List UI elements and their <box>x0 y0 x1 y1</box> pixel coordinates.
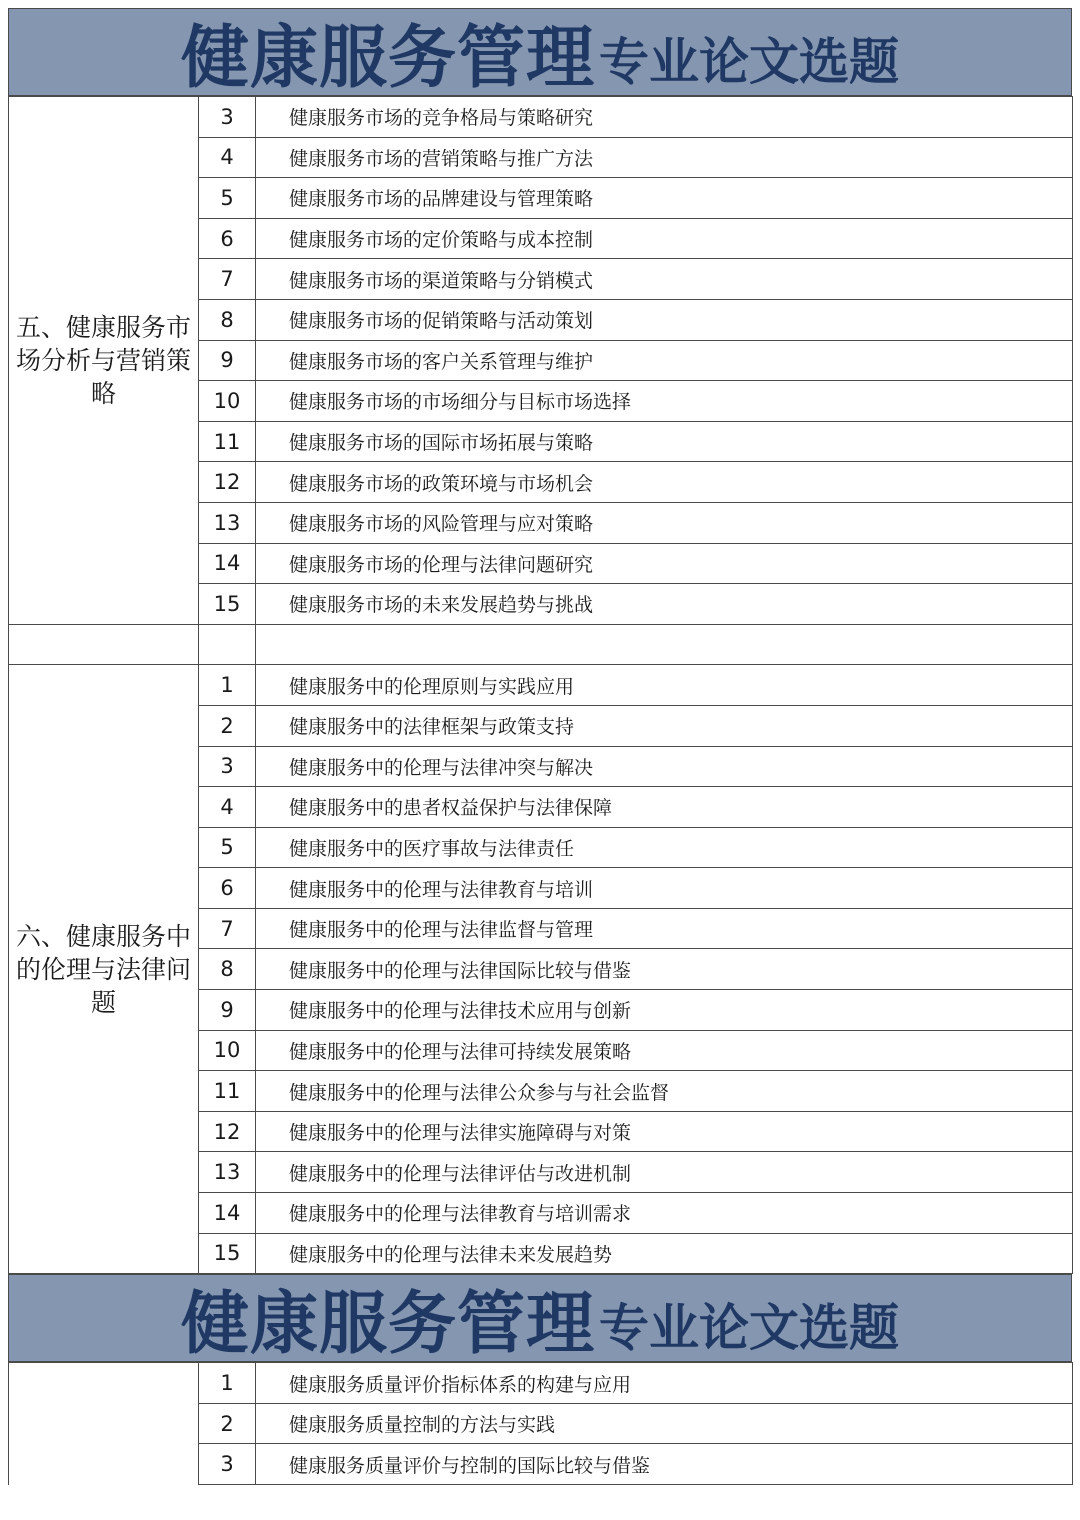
empty-cell <box>199 624 256 665</box>
topic-number: 13 <box>199 502 256 543</box>
topic-number: 7 <box>199 259 256 300</box>
topic-title: 健康服务市场的定价策略与成本控制 <box>256 218 1073 259</box>
topic-number: 13 <box>199 1152 256 1193</box>
banner-title-small: 专业论文选题 <box>599 33 899 91</box>
topic-title: 健康服务中的伦理与法律教育与培训需求 <box>256 1193 1073 1234</box>
topic-number: 10 <box>199 1030 256 1071</box>
topic-title: 健康服务中的伦理与法律教育与培训 <box>256 868 1073 909</box>
topic-number: 11 <box>199 1071 256 1112</box>
topic-number: 3 <box>199 746 256 787</box>
topics-table-1 <box>8 96 1073 1274</box>
topic-title: 健康服务市场的促销策略与活动策划 <box>256 299 1073 340</box>
topic-title: 健康服务质量控制的方法与实践 <box>256 1403 1073 1444</box>
topic-title: 健康服务中的伦理与法律监督与管理 <box>256 908 1073 949</box>
table-row <box>9 97 1073 138</box>
topic-number: 1 <box>199 1363 256 1404</box>
topic-title: 健康服务市场的客户关系管理与维护 <box>256 340 1073 381</box>
topic-title: 健康服务中的伦理与法律可持续发展策略 <box>256 1030 1073 1071</box>
banner-title-big: 健康服务管理 <box>180 1284 595 1364</box>
banner-title-small: 专业论文选题 <box>599 1299 899 1358</box>
topic-title: 健康服务中的伦理原则与实践应用 <box>256 665 1073 706</box>
topic-number: 2 <box>199 1403 256 1444</box>
topic-number: 9 <box>199 990 256 1031</box>
topic-title: 健康服务中的伦理与法律冲突与解决 <box>256 746 1073 787</box>
topic-title: 健康服务市场的市场细分与目标市场选择 <box>256 381 1073 422</box>
topic-title: 健康服务市场的风险管理与应对策略 <box>256 502 1073 543</box>
table-row <box>9 665 1073 706</box>
topic-title: 健康服务市场的未来发展趋势与挑战 <box>256 584 1073 625</box>
topic-number: 3 <box>199 97 256 138</box>
topic-title: 健康服务市场的伦理与法律问题研究 <box>256 543 1073 584</box>
document-page <box>8 8 1072 1485</box>
topic-number: 14 <box>199 543 256 584</box>
topic-title: 健康服务市场的品牌建设与管理策略 <box>256 178 1073 219</box>
title-banner-bottom <box>8 1274 1072 1362</box>
topic-number: 15 <box>199 584 256 625</box>
topic-title: 健康服务中的伦理与法律公众参与与社会监督 <box>256 1071 1073 1112</box>
topic-number: 15 <box>199 1233 256 1274</box>
topic-title: 健康服务中的伦理与法律技术应用与创新 <box>256 990 1073 1031</box>
topic-title: 健康服务中的伦理与法律未来发展趋势 <box>256 1233 1073 1274</box>
topic-number: 4 <box>199 137 256 178</box>
topic-number: 3 <box>199 1444 256 1485</box>
topic-number: 1 <box>199 665 256 706</box>
topic-number: 11 <box>199 421 256 462</box>
topic-number: 8 <box>199 299 256 340</box>
topic-title: 健康服务质量评价指标体系的构建与应用 <box>256 1363 1073 1404</box>
topics-table-2 <box>8 1362 1073 1485</box>
table-row <box>9 1363 1073 1404</box>
empty-cell <box>256 624 1073 665</box>
topic-number: 2 <box>199 705 256 746</box>
topic-title: 健康服务中的伦理与法律国际比较与借鉴 <box>256 949 1073 990</box>
topic-title: 健康服务中的伦理与法律评估与改进机制 <box>256 1152 1073 1193</box>
spacer-row <box>9 624 1073 665</box>
topic-title: 健康服务市场的营销策略与推广方法 <box>256 137 1073 178</box>
empty-cell <box>9 624 199 665</box>
banner-title-big: 健康服务管理 <box>180 18 595 98</box>
topic-number: 8 <box>199 949 256 990</box>
topic-number: 6 <box>199 868 256 909</box>
topic-title: 健康服务中的法律框架与政策支持 <box>256 705 1073 746</box>
topic-title: 健康服务市场的政策环境与市场机会 <box>256 462 1073 503</box>
topic-title: 健康服务质量评价与控制的国际比较与借鉴 <box>256 1444 1073 1485</box>
topic-number: 10 <box>199 381 256 422</box>
topic-number: 6 <box>199 218 256 259</box>
topic-number: 4 <box>199 787 256 828</box>
topic-number: 14 <box>199 1193 256 1234</box>
category-cell <box>9 1363 199 1485</box>
topic-title: 健康服务市场的渠道策略与分销模式 <box>256 259 1073 300</box>
topic-number: 9 <box>199 340 256 381</box>
topic-title: 健康服务中的伦理与法律实施障碍与对策 <box>256 1111 1073 1152</box>
topic-number: 5 <box>199 827 256 868</box>
topic-number: 7 <box>199 908 256 949</box>
topic-title: 健康服务中的医疗事故与法律责任 <box>256 827 1073 868</box>
topic-number: 12 <box>199 1111 256 1152</box>
topic-title: 健康服务市场的竞争格局与策略研究 <box>256 97 1073 138</box>
topic-title: 健康服务中的患者权益保护与法律保障 <box>256 787 1073 828</box>
topic-number: 5 <box>199 178 256 219</box>
topic-number: 12 <box>199 462 256 503</box>
title-banner-top <box>8 8 1072 96</box>
category-cell: 五、健康服务市场分析与营销策略 <box>9 97 199 625</box>
topic-title: 健康服务市场的国际市场拓展与策略 <box>256 421 1073 462</box>
category-cell: 六、健康服务中的伦理与法律问题 <box>9 665 199 1274</box>
